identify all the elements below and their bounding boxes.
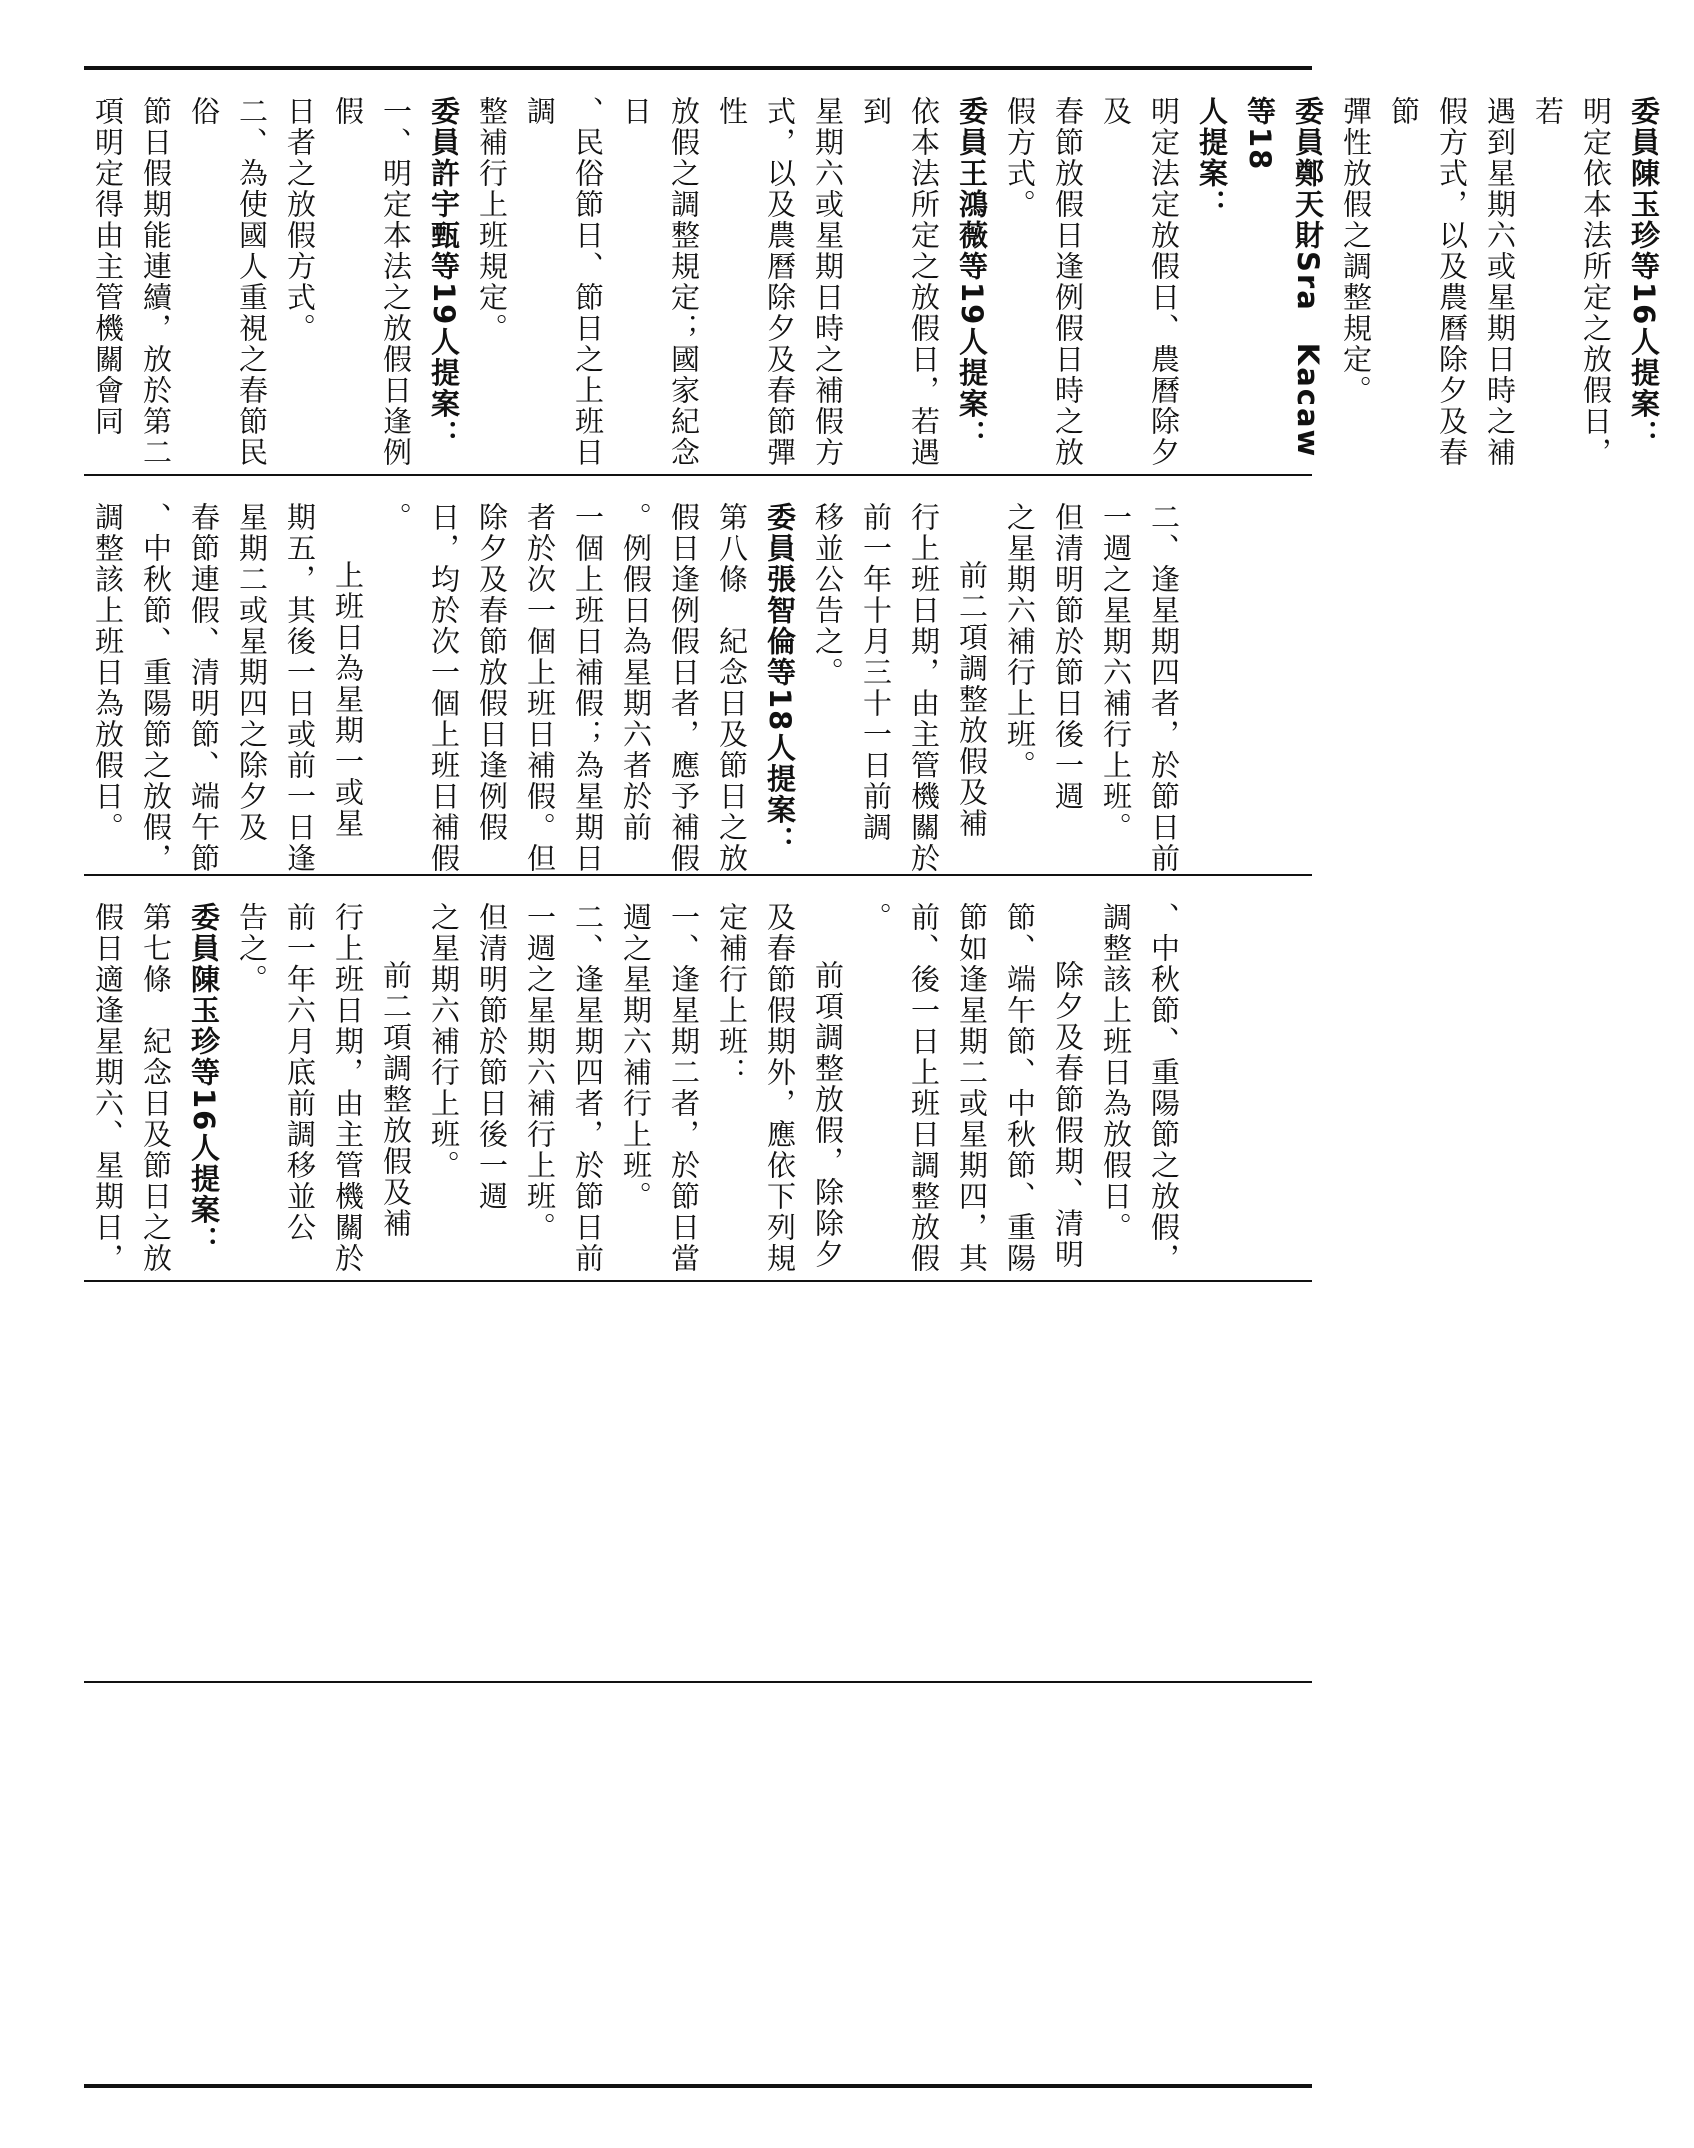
text-line: 假日適逢星期六、星期日， bbox=[91, 902, 125, 1274]
text-line: 式，以及農曆除夕及春節彈性 bbox=[715, 96, 797, 468]
text-line: 但清明節於節日後一週 bbox=[475, 902, 509, 1212]
text-line: 節如逢星期二或星期四，其 bbox=[955, 902, 989, 1274]
text-line: 節日假期能連續，放於第二 bbox=[139, 96, 173, 468]
text-line: 調整該上班日為放假日。 bbox=[1099, 902, 1133, 1243]
column-text-1 bbox=[84, 70, 1694, 474]
text-panel-2 bbox=[84, 476, 1312, 874]
text-panel-3 bbox=[84, 876, 1312, 1280]
section-divider-4 bbox=[84, 1681, 1312, 1683]
text-line: 二、逢星期四者，於節日前 bbox=[1147, 502, 1181, 874]
text-line: 明定依本法所定之放假日，若 bbox=[1531, 96, 1613, 468]
text-line: 一週之星期六補行上班。 bbox=[1099, 502, 1133, 843]
text-line: 者於次一個上班日補假。但 bbox=[523, 502, 557, 874]
section-divider-3 bbox=[84, 1280, 1312, 1282]
text-line: 明定法定放假日、農曆除夕及 bbox=[1099, 96, 1181, 468]
text-line: 前二項調整放假及補 bbox=[955, 560, 989, 839]
text-line: 春節放假日逢例假日時之放 bbox=[1051, 96, 1085, 468]
text-line: 二、逢星期四者，於節日前 bbox=[571, 902, 605, 1274]
column-text-2 bbox=[84, 476, 1214, 874]
text-line: 一個上班日補假；為星期日 bbox=[571, 502, 605, 874]
text-line: 依本法所定之放假日，若遇到 bbox=[859, 96, 941, 468]
text-line: 第八條 紀念日及節日之放 bbox=[715, 502, 749, 874]
text-line: 一、逢星期二者，於節日當 bbox=[667, 902, 701, 1274]
proposal-heading: 委員陳玉珍等16人提案： bbox=[1627, 96, 1661, 451]
text-line: 前、後一日上班日調整放假 bbox=[907, 902, 941, 1274]
text-line: 整補行上班規定。 bbox=[475, 96, 509, 344]
text-line: 項明定得由主管機關會同 bbox=[91, 96, 125, 437]
text-line: 第七條 紀念日及節日之放 bbox=[139, 902, 173, 1274]
text-line: 、中秋節、重陽節之放假， bbox=[139, 502, 173, 874]
text-line: 期五，其後一日或前一日逢 bbox=[283, 502, 317, 874]
text-line: 星期二或星期四之除夕及 bbox=[235, 502, 269, 843]
text-line: 除夕及春節放假日逢例假 bbox=[475, 502, 509, 843]
text-line: 週之星期六補行上班。 bbox=[619, 902, 653, 1212]
proposal-heading: 委員王鴻薇等19人提案： bbox=[955, 96, 989, 451]
text-line: 前項調整放假，除除夕 bbox=[811, 960, 845, 1270]
text-line: 前一年六月底前調移並公 bbox=[283, 902, 317, 1243]
text-line: 。例假日為星期六者於前 bbox=[619, 502, 653, 843]
text-line: 春節連假、清明節、端午節 bbox=[187, 502, 221, 874]
proposal-heading: 人提案： bbox=[1195, 96, 1229, 220]
text-line: 之星期六補行上班。 bbox=[1003, 502, 1037, 781]
text-line: 日者之放假方式。 bbox=[283, 96, 317, 344]
text-line: 前一年十月三十一日前調 bbox=[859, 502, 893, 843]
proposal-heading: 委員張智倫等18人提案： bbox=[763, 502, 797, 857]
text-line: 、民俗節日、節日之上班日調 bbox=[523, 96, 605, 468]
text-line: 節、端午節、中秋節、重陽 bbox=[1003, 902, 1037, 1274]
text-line: 調整該上班日為放假日。 bbox=[91, 502, 125, 843]
text-line: 上班日為星期一或星 bbox=[331, 560, 365, 839]
text-line: 假日逢例假日者，應予補假 bbox=[667, 502, 701, 874]
proposal-heading: 委員陳玉珍等16人提案： bbox=[187, 902, 221, 1257]
text-line: 。 bbox=[379, 502, 413, 533]
text-line: 。 bbox=[859, 902, 893, 933]
bottom-rule bbox=[84, 2084, 1312, 2088]
text-line: 告之。 bbox=[235, 902, 269, 995]
text-line: 行上班日期，由主管機關於 bbox=[907, 502, 941, 874]
text-line: 日，均於次一個上班日補假 bbox=[427, 502, 461, 874]
column-text-3 bbox=[84, 876, 1214, 1280]
text-line: 二、為使國人重視之春節民俗 bbox=[187, 96, 269, 468]
proposal-heading: 委員鄭天財Sra Kacaw等18 bbox=[1243, 96, 1325, 459]
text-line: 星期六或星期日時之補假方 bbox=[811, 96, 845, 468]
text-line: 定補行上班： bbox=[715, 902, 749, 1088]
text-line: 、中秋節、重陽節之放假， bbox=[1147, 902, 1181, 1274]
text-line: 移並公告之。 bbox=[811, 502, 845, 688]
text-panel-1 bbox=[84, 70, 1661, 474]
text-line: 放假之調整規定；國家紀念日 bbox=[619, 96, 701, 468]
text-line: 行上班日期，由主管機關於 bbox=[331, 902, 365, 1274]
text-line: 彈性放假之調整規定。 bbox=[1339, 96, 1373, 406]
text-line: 除夕及春節假期、清明 bbox=[1051, 960, 1085, 1270]
text-line: 一、明定本法之放假日逢例假 bbox=[331, 96, 413, 468]
proposal-heading: 委員許宇甄等19人提案： bbox=[427, 96, 461, 451]
text-line: 一週之星期六補行上班。 bbox=[523, 902, 557, 1243]
text-line: 遇到星期六或星期日時之補 bbox=[1483, 96, 1517, 468]
text-line: 假方式，以及農曆除夕及春節 bbox=[1387, 96, 1469, 468]
text-line: 及春節假期外，應依下列規 bbox=[763, 902, 797, 1274]
text-line: 假方式。 bbox=[1003, 96, 1037, 220]
text-line: 但清明節於節日後一週 bbox=[1051, 502, 1085, 812]
text-line: 之星期六補行上班。 bbox=[427, 902, 461, 1181]
text-line: 前二項調整放假及補 bbox=[379, 960, 413, 1239]
